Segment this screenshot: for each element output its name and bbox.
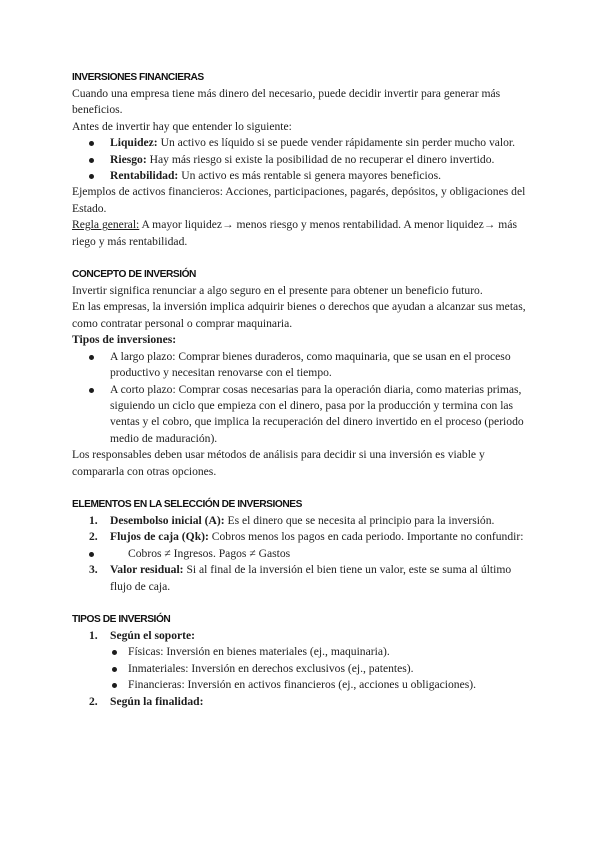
section-title-elementos: ELEMENTOS EN LA SELECCIÓN DE INVERSIONES: [72, 498, 302, 510]
types-title: [72, 332, 532, 348]
paragraph: En las empresas, la inversión implica adquirir bienes o derechos que ayudan a alcanzar sus metas, como contratar personal o comprar maquinaria.: [72, 300, 526, 330]
item-text: Es el dinero que se necesita al principio para la inversión.: [224, 513, 495, 527]
paragraph: Antes de invertir hay que entender lo siguiente:: [72, 119, 292, 133]
sub-list-item: [72, 546, 532, 562]
item-label: Según el soporte:: [110, 628, 196, 642]
sub-list-item: Inmateriales: Inversión en derechos exclusivos (ej., patentes).: [72, 661, 532, 677]
item-number: 1.: [89, 513, 98, 527]
list-item: [72, 513, 532, 529]
sub-list-item: Físicas: Inversión en bienes materiales (ej., maquinaria).: [72, 644, 532, 660]
list-item: A largo plazo: Comprar bienes duraderos, como maquinaria, que se usan en el proceso productivo y necesitan renovarse con el tiempo.: [72, 349, 532, 382]
document-body: [72, 70, 532, 710]
item-text: Hay más riesgo si existe la posibilidad de no recuperar el dinero invertido.: [146, 152, 495, 166]
list-item: [72, 152, 532, 168]
rule-text: A mayor liquidez→ menos riesgo y menos rentabilidad. A menor liquidez→ más riego y más rentabilidad.: [72, 218, 517, 248]
item-label: Flujos de caja (Qk):: [110, 530, 209, 544]
numbered-list: [72, 513, 532, 595]
rule-paragraph: [72, 217, 532, 250]
list-item: [72, 529, 532, 562]
paragraph: Los responsables deben usar métodos de análisis para decidir si una inversión es viable y compararla con otras opciones.: [72, 448, 485, 478]
item-text: Cobros ≠ Ingresos. Pagos ≠ Gastos: [128, 546, 291, 560]
item-number: 3.: [89, 563, 98, 577]
item-text: Si al final de la inversión el bien tiene un valor, este se suma al último flujo de caja.: [110, 563, 512, 593]
sub-bullet-list: [110, 644, 532, 693]
bullet-list: [72, 349, 532, 447]
sub-list-item: Financieras: Inversión en activos financieros (ej., acciones u obligaciones).: [72, 677, 532, 693]
item-number: 1.: [89, 628, 98, 642]
item-number: 2.: [89, 694, 98, 708]
item-label: Según la finalidad:: [110, 694, 204, 708]
section-title-tipos-de-inversion: TIPOS DE INVERSIÓN: [72, 613, 171, 625]
list-item: A corto plazo: Comprar cosas necesarias para la operación diaria, como materias primas, siguiendo un ciclo que empieza con el dinero, pasa por la producción y termina con las ventas y el cobro, que implica la recuperación del dinero invertido en el proceso (periodo medio de maduración).: [72, 382, 532, 448]
rule-label: Regla general:: [72, 218, 140, 232]
list-item: [72, 135, 532, 151]
list-item: [72, 628, 532, 694]
item-label: Rentabilidad:: [110, 169, 179, 183]
item-text: Cobros menos los pagos en cada periodo. Importante no confundir:: [208, 530, 524, 544]
list-item: [72, 694, 532, 710]
bullet-list: [72, 135, 532, 184]
item-text: Un activo es más rentable si genera mayores beneficios.: [178, 169, 441, 183]
section-title-inversiones-financieras: INVERSIONES FINANCIERAS: [72, 72, 204, 83]
item-label: Valor residual:: [110, 563, 184, 577]
item-label: Liquidez:: [110, 136, 158, 150]
paragraph: Cuando una empresa tiene más dinero del necesario, puede decidir invertir para generar más beneficios.: [72, 87, 501, 117]
list-item: [72, 168, 532, 184]
section-title-concepto-de-inversion: CONCEPTO DE INVERSIÓN: [72, 269, 196, 281]
types-title-text: Tipos de inversiones:: [72, 333, 177, 347]
paragraph: Ejemplos de activos financieros: Acciones, participaciones, pagarés, depósitos, y obligaciones del Estado.: [72, 185, 526, 215]
item-number: 2.: [89, 530, 98, 544]
numbered-list: [72, 628, 532, 710]
list-item: [72, 562, 532, 595]
item-text: Un activo es líquido si se puede vender rápidamente sin perder mucho valor.: [157, 136, 516, 150]
sub-bullet-list: [110, 546, 532, 562]
item-label: Desembolso inicial (A):: [110, 513, 225, 527]
item-label: Riesgo:: [110, 152, 147, 166]
paragraph: Invertir significa renunciar a algo seguro en el presente para obtener un beneficio futuro.: [72, 284, 483, 298]
